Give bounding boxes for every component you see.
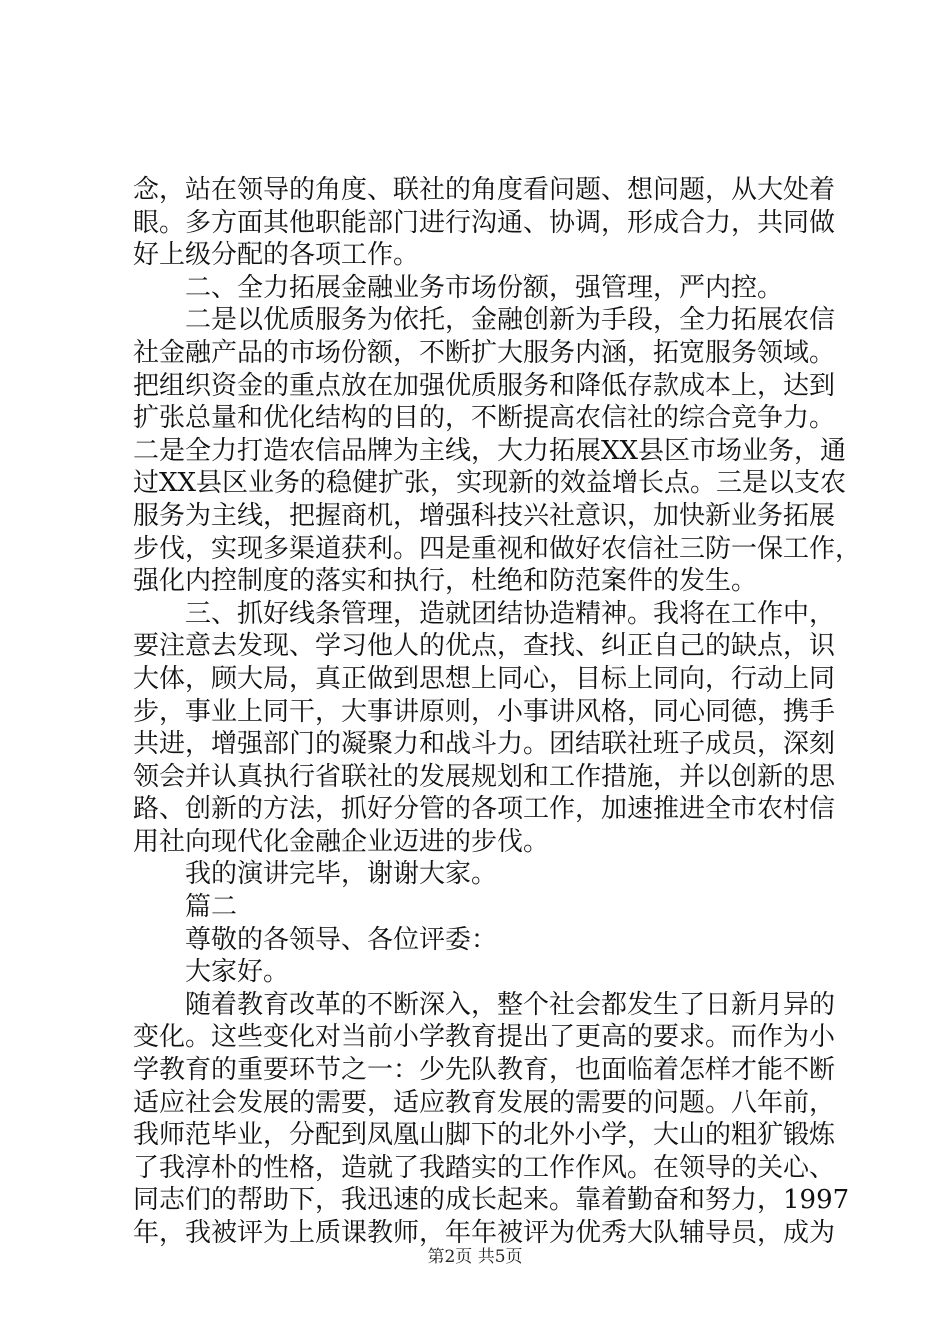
text-line: 社金融产品的市场份额，不断扩大服务内涵，拓宽服务领域。 <box>133 337 836 368</box>
text-line: 要注意去发现、学习他人的优点，查找、纠正自己的缺点，识 <box>133 631 836 662</box>
text-line: 三、抓好线条管理，造就团结协造精神。我将在工作中， <box>185 598 836 629</box>
text-line: 共进，增强部门的凝聚力和战斗力。团结联社班子成员，深刻 <box>133 729 836 760</box>
text-line: 篇二 <box>185 892 238 923</box>
text-line: 领会并认真执行省联社的发展规划和工作措施，并以创新的思 <box>133 761 836 792</box>
text-line: 年，我被评为上质课教师，年年被评为优秀大队辅导员，成为 <box>133 1218 836 1248</box>
text-line: 二是全力打造农信品牌为主线，大力拓展XX县区市场业务，通 <box>133 435 847 466</box>
text-line: 用社向现代化金融企业迈进的步伐。 <box>133 826 550 857</box>
text-line: 大体，顾大局，真正做到思想上同心，目标上同向，行动上同 <box>133 663 836 694</box>
document-body <box>133 174 862 1250</box>
text-line: 变化。这些变化对当前小学教育提出了更高的要求。而作为小 <box>133 1022 836 1053</box>
text-line: 大家好。 <box>185 957 290 988</box>
text-line: 强化内控制度的落实和执行，杜绝和防范案件的发生。 <box>133 566 758 597</box>
text-line: 了我淳朴的性格，造就了我踏实的工作作风。在领导的关心、 <box>133 1152 836 1183</box>
text-line: 过XX县区业务的稳健扩张，实现新的效益增长点。三是以支农 <box>133 468 847 499</box>
text-line: 二是以优质服务为依托，金融创新为手段，全力拓展农信 <box>185 305 836 336</box>
text-line: 学教育的重要环节之一：少先队教育，也面临着怎样才能不断 <box>133 1055 836 1086</box>
text-line: 扩张总量和优化结构的目的，不断提高农信社的综合竞争力。 <box>133 403 836 434</box>
text-line: 尊敬的各领导、各位评委： <box>185 924 498 955</box>
text-line: 服务为主线，把握商机，增强科技兴社意识，加快新业务拓展 <box>133 500 836 531</box>
text-line: 步，事业上同干，大事讲原则，小事讲风格，同心同德，携手 <box>133 696 836 727</box>
text-line: 念，站在领导的角度、联社的角度看问题、想问题，从大处着 <box>133 175 836 205</box>
text-line: 同志们的帮助下，我迅速的成长起来。靠着勤奋和努力，1997 <box>133 1185 850 1216</box>
text-line: 把组织资金的重点放在加强优质服务和降低存款成本上，达到 <box>133 370 836 401</box>
text-line: 二、全力拓展金融业务市场份额，强管理，严内控。 <box>185 272 784 303</box>
page-footer: 第2页 共5页 <box>427 1247 523 1267</box>
text-line: 好上级分配的各项工作。 <box>133 240 420 271</box>
text-line: 步伐，实现多渠道获利。四是重视和做好农信社三防一保工作， <box>133 533 862 564</box>
text-line: 随着教育改革的不断深入，整个社会都发生了日新月异的 <box>185 989 836 1020</box>
text-line: 路、创新的方法，抓好分管的各项工作，加速推进全市农村信 <box>133 794 836 825</box>
text-line: 我的演讲完毕，谢谢大家。 <box>185 859 498 890</box>
text-line: 眼。多方面其他职能部门进行沟通、协调，形成合力，共同做 <box>133 207 836 238</box>
text-line: 我师范毕业，分配到凤凰山脚下的北外小学，大山的粗犷锻炼 <box>133 1120 836 1151</box>
text-line: 适应社会发展的需要，适应教育发展的需要的问题。八年前， <box>133 1087 836 1118</box>
